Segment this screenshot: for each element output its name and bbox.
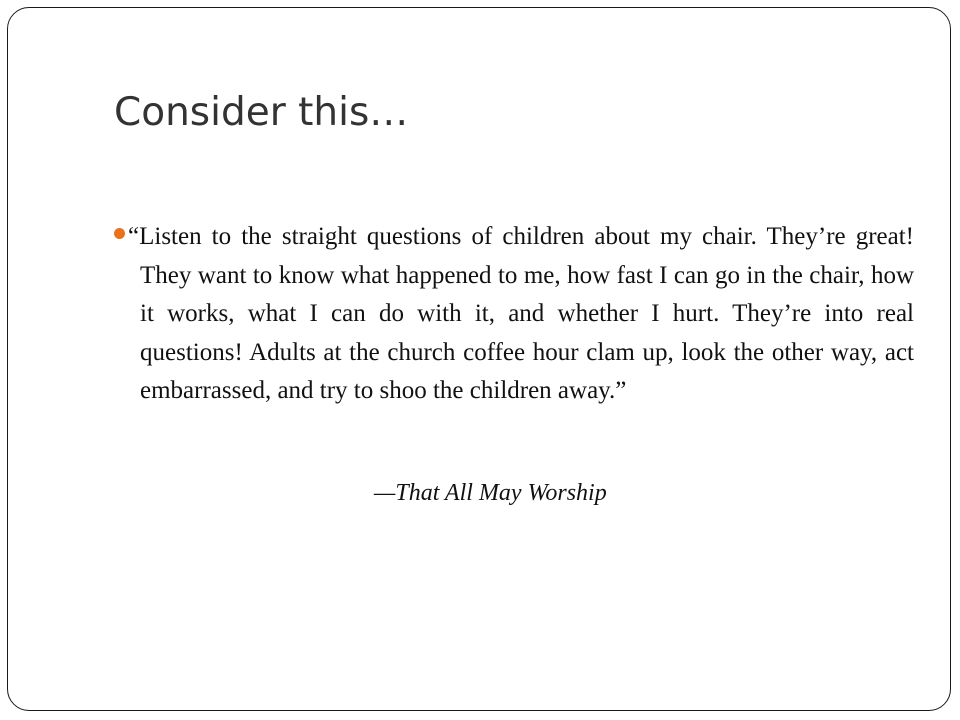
slide-title: Consider this… bbox=[114, 90, 409, 135]
quote-text: “Listen to the straight questions of children about my chair. They’re great! They want to know what happened to me, how fast I can go in the chair, how it works, what I can do with it, and whether I hurt. They’re into real questions! Adults at the church coffee hour clam up, look the other way, act embarrassed, and try to shoo the children away.” bbox=[128, 223, 914, 405]
bullet-dot-icon bbox=[114, 228, 125, 239]
slide-frame bbox=[7, 7, 951, 711]
quote-attribution: —That All May Worship bbox=[374, 480, 607, 506]
